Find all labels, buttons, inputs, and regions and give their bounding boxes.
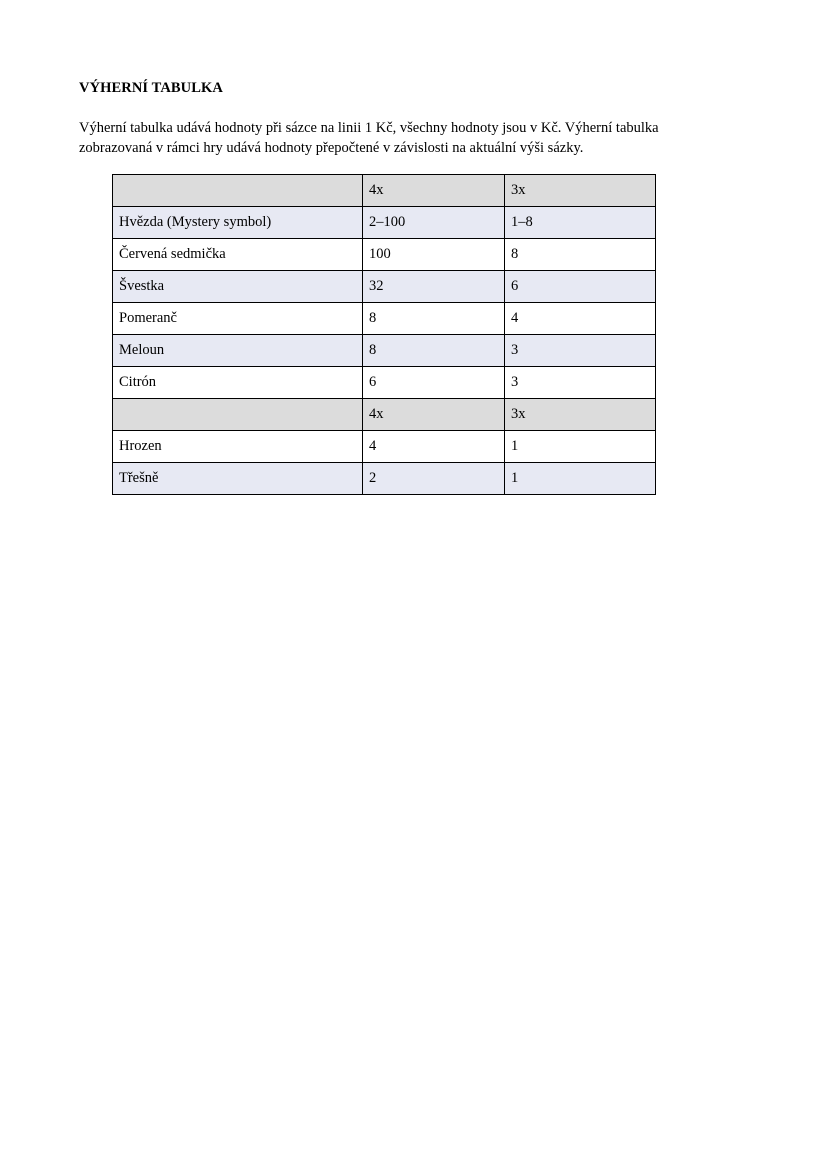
header-cell-4x: 4x	[363, 175, 505, 207]
payout-4x-cell: 6	[363, 367, 505, 399]
payout-3x-cell: 4	[505, 303, 656, 335]
payout-4x-cell: 4	[363, 431, 505, 463]
payout-3x-cell: 1	[505, 463, 656, 495]
paytable	[112, 174, 656, 495]
table-row	[113, 335, 656, 367]
table-row	[113, 271, 656, 303]
table-header-row	[113, 399, 656, 431]
header-cell-3x: 3x	[505, 175, 656, 207]
payout-4x-cell: 100	[363, 239, 505, 271]
intro-line-1: Výherní tabulka udává hodnoty při sázce na linii 1 Kč, všechny hodnoty jsou v Kč. Výherní tabulka	[79, 120, 659, 136]
symbol-name-cell: Červená sedmička	[113, 239, 363, 271]
header-cell-3x: 3x	[505, 399, 656, 431]
symbol-name-cell: Meloun	[113, 335, 363, 367]
table-row	[113, 239, 656, 271]
payout-4x-cell: 2	[363, 463, 505, 495]
header-cell-symbol	[113, 399, 363, 431]
payout-4x-cell: 8	[363, 335, 505, 367]
intro-line-2: zobrazovaná v rámci hry udává hodnoty přepočtené v závislosti na aktuální výši sázky.	[79, 140, 584, 156]
header-cell-4x: 4x	[363, 399, 505, 431]
symbol-name-cell: Třešně	[113, 463, 363, 495]
intro-paragraph	[79, 118, 759, 158]
table-row	[113, 431, 656, 463]
header-cell-symbol	[113, 175, 363, 207]
payout-4x-cell: 32	[363, 271, 505, 303]
payout-3x-cell: 3	[505, 367, 656, 399]
table-header-row	[113, 175, 656, 207]
document-heading: VÝHERNÍ TABULKA	[79, 80, 223, 96]
table-row	[113, 463, 656, 495]
symbol-name-cell: Hvězda (Mystery symbol)	[113, 207, 363, 239]
table-row	[113, 207, 656, 239]
payout-4x-cell: 2–100	[363, 207, 505, 239]
payout-3x-cell: 1	[505, 431, 656, 463]
table-row	[113, 367, 656, 399]
table-row	[113, 303, 656, 335]
payout-3x-cell: 3	[505, 335, 656, 367]
payout-3x-cell: 1–8	[505, 207, 656, 239]
symbol-name-cell: Pomeranč	[113, 303, 363, 335]
symbol-name-cell: Švestka	[113, 271, 363, 303]
payout-3x-cell: 6	[505, 271, 656, 303]
payout-3x-cell: 8	[505, 239, 656, 271]
payout-4x-cell: 8	[363, 303, 505, 335]
symbol-name-cell: Hrozen	[113, 431, 363, 463]
symbol-name-cell: Citrón	[113, 367, 363, 399]
